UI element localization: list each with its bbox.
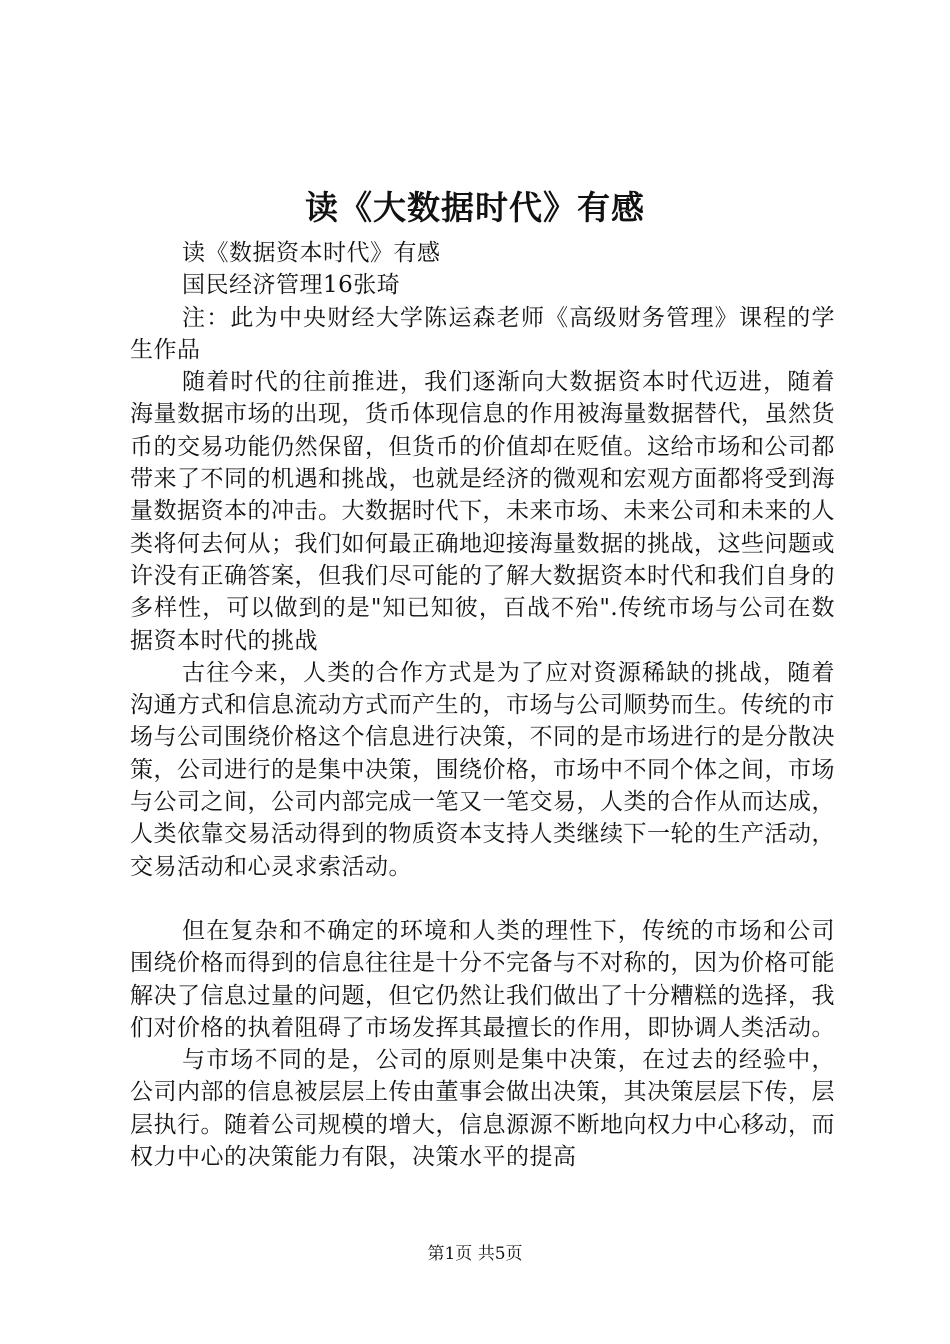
paragraph-author: 国民经济管理16张琦 — [182, 272, 401, 299]
page-number-footer: 第1页 共5页 — [427, 1244, 523, 1264]
paragraph-subtitle: 读《数据资本时代》有感 — [182, 240, 441, 266]
document-title: 读《大数据时代》有感 — [305, 188, 645, 227]
paragraph-body: 与市场不同的是，公司的原则是集中决策，在过去的经验中，公司内部的信息被层层上传由董事会做出决策，其决策层层下传，层层执行。随着公司规模的增大，信息源源不断地向权力中心移动，而权力中心的决策能力有限，决策水平的提高 — [130, 1047, 835, 1171]
paragraph-body: 但在复杂和不确定的环境和人类的理性下，传统的市场和公司围绕价格而得到的信息往往是十分不完备与不对称的，因为价格可能解决了信息过量的问题，但它仍然让我们做出了十分糟糕的选择，我们对价格的执着阻碍了市场发挥其最擅长的作用，即协调人类活动。 — [130, 917, 835, 1041]
paragraph-body: 随着时代的往前推进，我们逐渐向大数据资本时代迈进，随着海量数据市场的出现，货币体现信息的作用被海量数据替代，虽然货币的交易功能仍然保留，但货币的价值却在贬值。这给市场和公司都带来了不同的机遇和挑战，也就是经济的微观和宏观方面都将受到海量数据资本的冲击。大数据时代下，未来市场、未来公司和未来的人类将何去何从；我们如何最正确地迎接海量数据的挑战，这些问题或许没有正确答案，但我们尽可能的了解大数据资本时代和我们自身的多样性，可以做到的是"知已知彼，百战不殆".传统市场与公司在数据资本时代的挑战 — [130, 369, 835, 654]
paragraph-body: 古往今来，人类的合作方式是为了应对资源稀缺的挑战，随着沟通方式和信息流动方式而产生的，市场与公司顺势而生。传统的市场与公司围绕价格这个信息进行决策，不同的是市场进行的是分散决策，公司进行的是集中决策，围绕价格，市场中不同个体之间，市场与公司之间，公司内部完成一笔又一笔交易，人类的合作从而达成，人类依靠交易活动得到的物质资本支持人类继续下一轮的生产活动，交易活动和心灵求索活动。 — [130, 659, 835, 880]
paragraph-note: 注：此为中央财经大学陈运森老师《高级财务管理》课程的学生作品 — [130, 304, 835, 363]
document-body — [130, 237, 835, 1173]
